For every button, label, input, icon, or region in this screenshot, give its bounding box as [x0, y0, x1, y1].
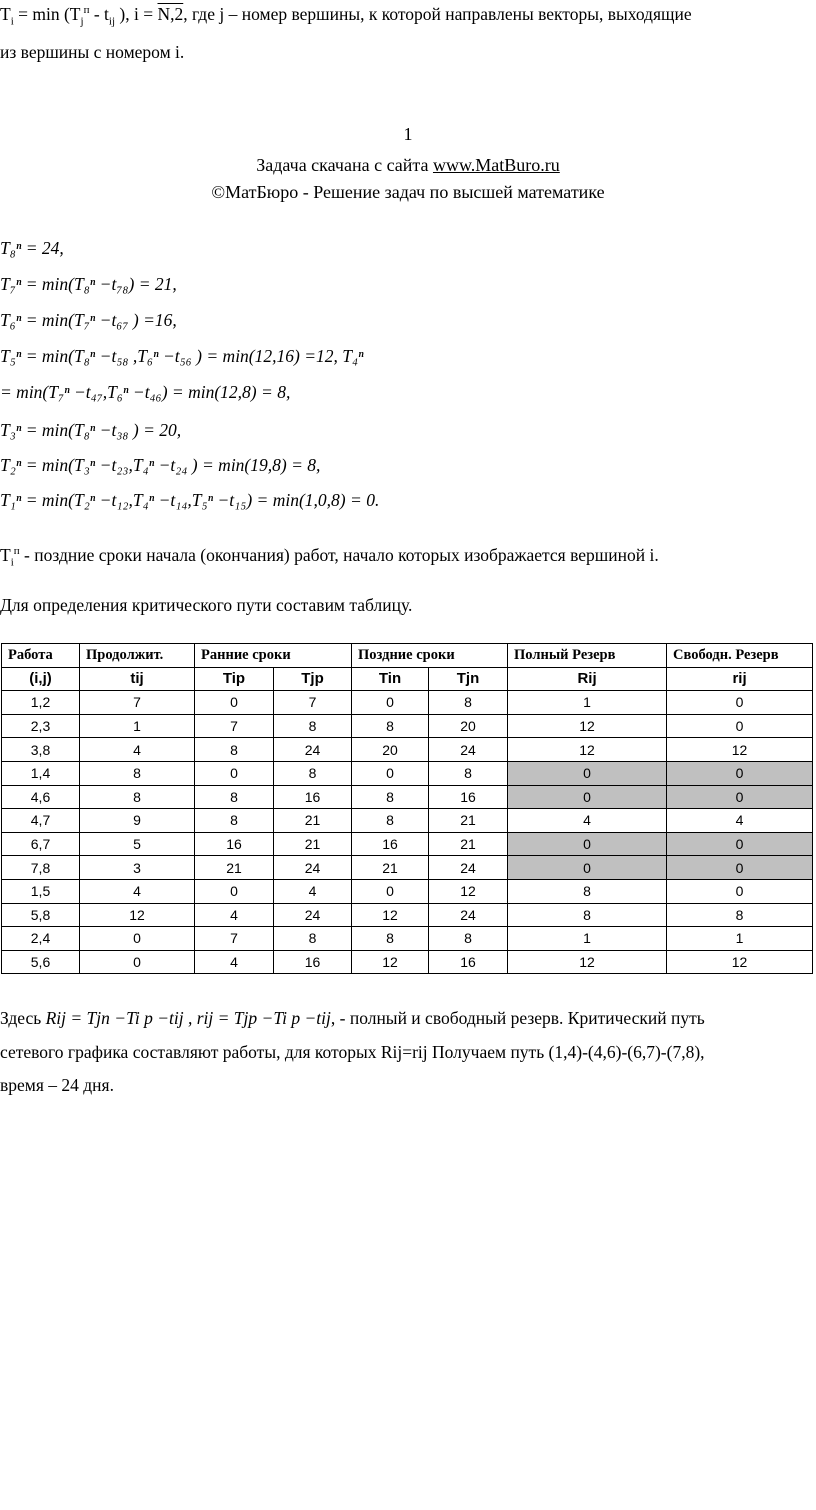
table-cell: 4,6: [2, 785, 80, 809]
table-cell: 12: [352, 903, 429, 927]
table-cell: 0: [508, 785, 667, 809]
header-cell: Tip: [195, 667, 274, 691]
table-cell: 21: [274, 809, 352, 833]
header-cell: Работа: [2, 644, 80, 668]
table-cell: 0: [352, 691, 429, 715]
table-cell: 8: [508, 903, 667, 927]
table-cell: 8: [352, 714, 429, 738]
formula-line-1: [0, 4, 692, 28]
table-cell: 20: [352, 738, 429, 762]
reserve-formula: Rij = Tjп −Ti p −tij , rij = Tjp −Ti p −tij: [45, 1008, 331, 1028]
table-cell: 9: [80, 809, 195, 833]
header-cell: Tin: [352, 667, 429, 691]
table-cell: 4: [274, 879, 352, 903]
table-cell: 7: [80, 691, 195, 715]
text: Здесь: [0, 1008, 46, 1028]
page-number: 1: [403, 124, 413, 144]
text: i: [10, 556, 14, 569]
table-cell: 8: [429, 761, 508, 785]
header-cell: Полный Резерв: [508, 644, 667, 668]
conclusion-line-1: [0, 1008, 705, 1029]
table-cell: 8: [195, 785, 274, 809]
table-cell: 4: [508, 809, 667, 833]
table-cell: 0: [667, 856, 813, 880]
table-cell: 24: [429, 856, 508, 880]
table-cell: 1: [508, 691, 667, 715]
overline-range: N,2: [157, 4, 184, 24]
tagline: ©МатБюро - Решение задач по высшей математике: [211, 182, 605, 202]
table-cell: 0: [667, 714, 813, 738]
calc-line: T₇ⁿ = min(T₈ⁿ −t₇₈) = 21,: [0, 274, 177, 294]
table-cell: 0: [195, 879, 274, 903]
table-cell: 1: [667, 927, 813, 951]
header-cell: Rij: [508, 667, 667, 691]
table-cell: 4: [195, 903, 274, 927]
text: T: [0, 545, 11, 565]
table-cell: 16: [352, 832, 429, 856]
text: T: [0, 4, 11, 24]
table-row: [2, 738, 813, 762]
table-row: [2, 856, 813, 880]
table-cell: 0: [508, 856, 667, 880]
header-cell: Tjp: [274, 667, 352, 691]
table-cell: 12: [80, 903, 195, 927]
table-cell: 8: [195, 809, 274, 833]
formula-line-2: из вершины с номером i.: [0, 42, 185, 62]
table-cell: 1,5: [2, 879, 80, 903]
table-cell: 12: [429, 879, 508, 903]
header-cell: Ранние сроки: [195, 644, 352, 668]
table-row: [2, 927, 813, 951]
table-row: [2, 832, 813, 856]
table-cell: 8: [352, 809, 429, 833]
table-cell: 0: [667, 832, 813, 856]
table-cell: 12: [508, 714, 667, 738]
table-cell: 16: [274, 950, 352, 974]
table-cell: 0: [667, 785, 813, 809]
source-line: [0, 155, 816, 176]
header-cell: Продолжит.: [80, 644, 195, 668]
table-cell: 8: [195, 738, 274, 762]
table-cell: 0: [195, 691, 274, 715]
table-cell: 20: [429, 714, 508, 738]
table-cell: 24: [274, 738, 352, 762]
text: - поздние сроки начала (окончания) работ, начало которых изображается вершиной i.: [19, 545, 659, 565]
table-cell: 3: [80, 856, 195, 880]
text: Задача скачана с сайта: [256, 155, 433, 175]
table-cell: 8: [429, 691, 508, 715]
table-cell: 3,8: [2, 738, 80, 762]
table-cell: 0: [80, 950, 195, 974]
text: - t: [89, 4, 109, 24]
table-cell: 7: [274, 691, 352, 715]
table-cell: 0: [352, 761, 429, 785]
table-cell: 5,6: [2, 950, 80, 974]
table-cell: 4: [80, 879, 195, 903]
table-cell: 8: [274, 761, 352, 785]
text: п: [13, 545, 20, 558]
table-cell: 7: [195, 714, 274, 738]
text: ij: [108, 15, 116, 28]
table-cell: 0: [667, 691, 813, 715]
conclusion-line-2: сетевого графика составляют работы, для которых Rij=rij Получаем путь (1,4)-(4,6)-(6,7)-(7,8),: [0, 1042, 705, 1062]
calc-line: T₃ⁿ = min(T₈ⁿ −t₃₈ ) = 20,: [0, 420, 182, 440]
note-table-intro: Для определения критического пути составим таблицу.: [0, 595, 413, 615]
table-row: [2, 950, 813, 974]
table-cell: 0: [508, 761, 667, 785]
table-row: [2, 714, 813, 738]
table-cell: 0: [508, 832, 667, 856]
table-cell: 7: [195, 927, 274, 951]
table-cell: 21: [352, 856, 429, 880]
table-cell: 1: [80, 714, 195, 738]
table-cell: 4: [80, 738, 195, 762]
note-late-times: [0, 545, 659, 569]
table-cell: 0: [80, 927, 195, 951]
table-row: [2, 809, 813, 833]
text: ), i =: [115, 4, 158, 24]
calc-line: T₅ⁿ = min(T₈ⁿ −t₅₈ ,T₆ⁿ −t₅₆ ) = min(12,16) =12, T₄ⁿ: [0, 346, 364, 366]
table-cell: 1,4: [2, 761, 80, 785]
table-cell: 0: [667, 761, 813, 785]
table-cell: 2,3: [2, 714, 80, 738]
table-cell: 1: [508, 927, 667, 951]
table-group-header: [2, 644, 813, 668]
table-cell: 4,7: [2, 809, 80, 833]
header-cell: (i,j): [2, 667, 80, 691]
table-cell: 12: [352, 950, 429, 974]
table-cell: 2,4: [2, 927, 80, 951]
text: = min (T: [13, 4, 81, 24]
table-cell: 21: [429, 809, 508, 833]
table-cell: 24: [429, 738, 508, 762]
table-cell: 24: [429, 903, 508, 927]
text: , где j – номер вершины, к которой направлены векторы, выходящие: [183, 4, 692, 24]
calc-line: T₂ⁿ = min(T₃ⁿ −t₂₃,T₄ⁿ −t₂₄ ) = min(19,8) = 8,: [0, 455, 321, 475]
table-row: [2, 691, 813, 715]
text: , - полный и свободный резерв. Критический путь: [330, 1008, 705, 1028]
conclusion-line-3: время – 24 дня.: [0, 1075, 114, 1095]
table-cell: 0: [667, 879, 813, 903]
table-row: [2, 785, 813, 809]
calc-line: T₈ⁿ = 24,: [0, 238, 64, 258]
table-cell: 0: [195, 761, 274, 785]
calc-line: T₁ⁿ = min(T₂ⁿ −t₁₂,T₄ⁿ −t₁₄,T₅ⁿ −t₁₅) = min(1,0,8) = 0.: [0, 490, 380, 510]
table-cell: 8: [274, 714, 352, 738]
header-cell: tij: [80, 667, 195, 691]
table-cell: 8: [429, 927, 508, 951]
critical-path-table: [1, 643, 813, 974]
table-cell: 21: [274, 832, 352, 856]
calc-line: = min(T₇ⁿ −t₄₇,T₆ⁿ −t₄₆) = min(12,8) = 8,: [0, 382, 291, 402]
table-cell: 8: [352, 785, 429, 809]
table-cell: 12: [508, 738, 667, 762]
table-cell: 8: [352, 927, 429, 951]
table-row: [2, 879, 813, 903]
table-cell: 24: [274, 856, 352, 880]
header-cell: Поздние сроки: [352, 644, 508, 668]
table-cell: 21: [429, 832, 508, 856]
table-sub-header: [2, 667, 813, 691]
table-row: [2, 761, 813, 785]
table-cell: 12: [508, 950, 667, 974]
table-cell: 5,8: [2, 903, 80, 927]
table-cell: 16: [195, 832, 274, 856]
table-cell: 16: [429, 950, 508, 974]
calc-line: T₆ⁿ = min(T₇ⁿ −t₆₇ ) =16,: [0, 310, 177, 330]
header-cell: Свободн. Резерв: [667, 644, 813, 668]
table-cell: 8: [508, 879, 667, 903]
table-cell: 21: [195, 856, 274, 880]
table-cell: 4: [195, 950, 274, 974]
table-row: [2, 903, 813, 927]
text: j: [80, 15, 84, 28]
table-cell: 1,2: [2, 691, 80, 715]
text: i: [10, 15, 14, 28]
source-link[interactable]: www.MatBuro.ru: [432, 155, 560, 175]
text: п: [83, 4, 90, 17]
table-cell: 4: [667, 809, 813, 833]
table-cell: 24: [274, 903, 352, 927]
table-cell: 7,8: [2, 856, 80, 880]
table-cell: 8: [667, 903, 813, 927]
table-cell: 12: [667, 738, 813, 762]
table-cell: 8: [80, 785, 195, 809]
table-cell: 6,7: [2, 832, 80, 856]
header-cell: Tjn: [429, 667, 508, 691]
table-cell: 8: [274, 927, 352, 951]
table-cell: 5: [80, 832, 195, 856]
table-cell: 0: [352, 879, 429, 903]
table-cell: 8: [80, 761, 195, 785]
table-cell: 12: [667, 950, 813, 974]
table-cell: 16: [429, 785, 508, 809]
table-cell: 16: [274, 785, 352, 809]
header-cell: rij: [667, 667, 813, 691]
